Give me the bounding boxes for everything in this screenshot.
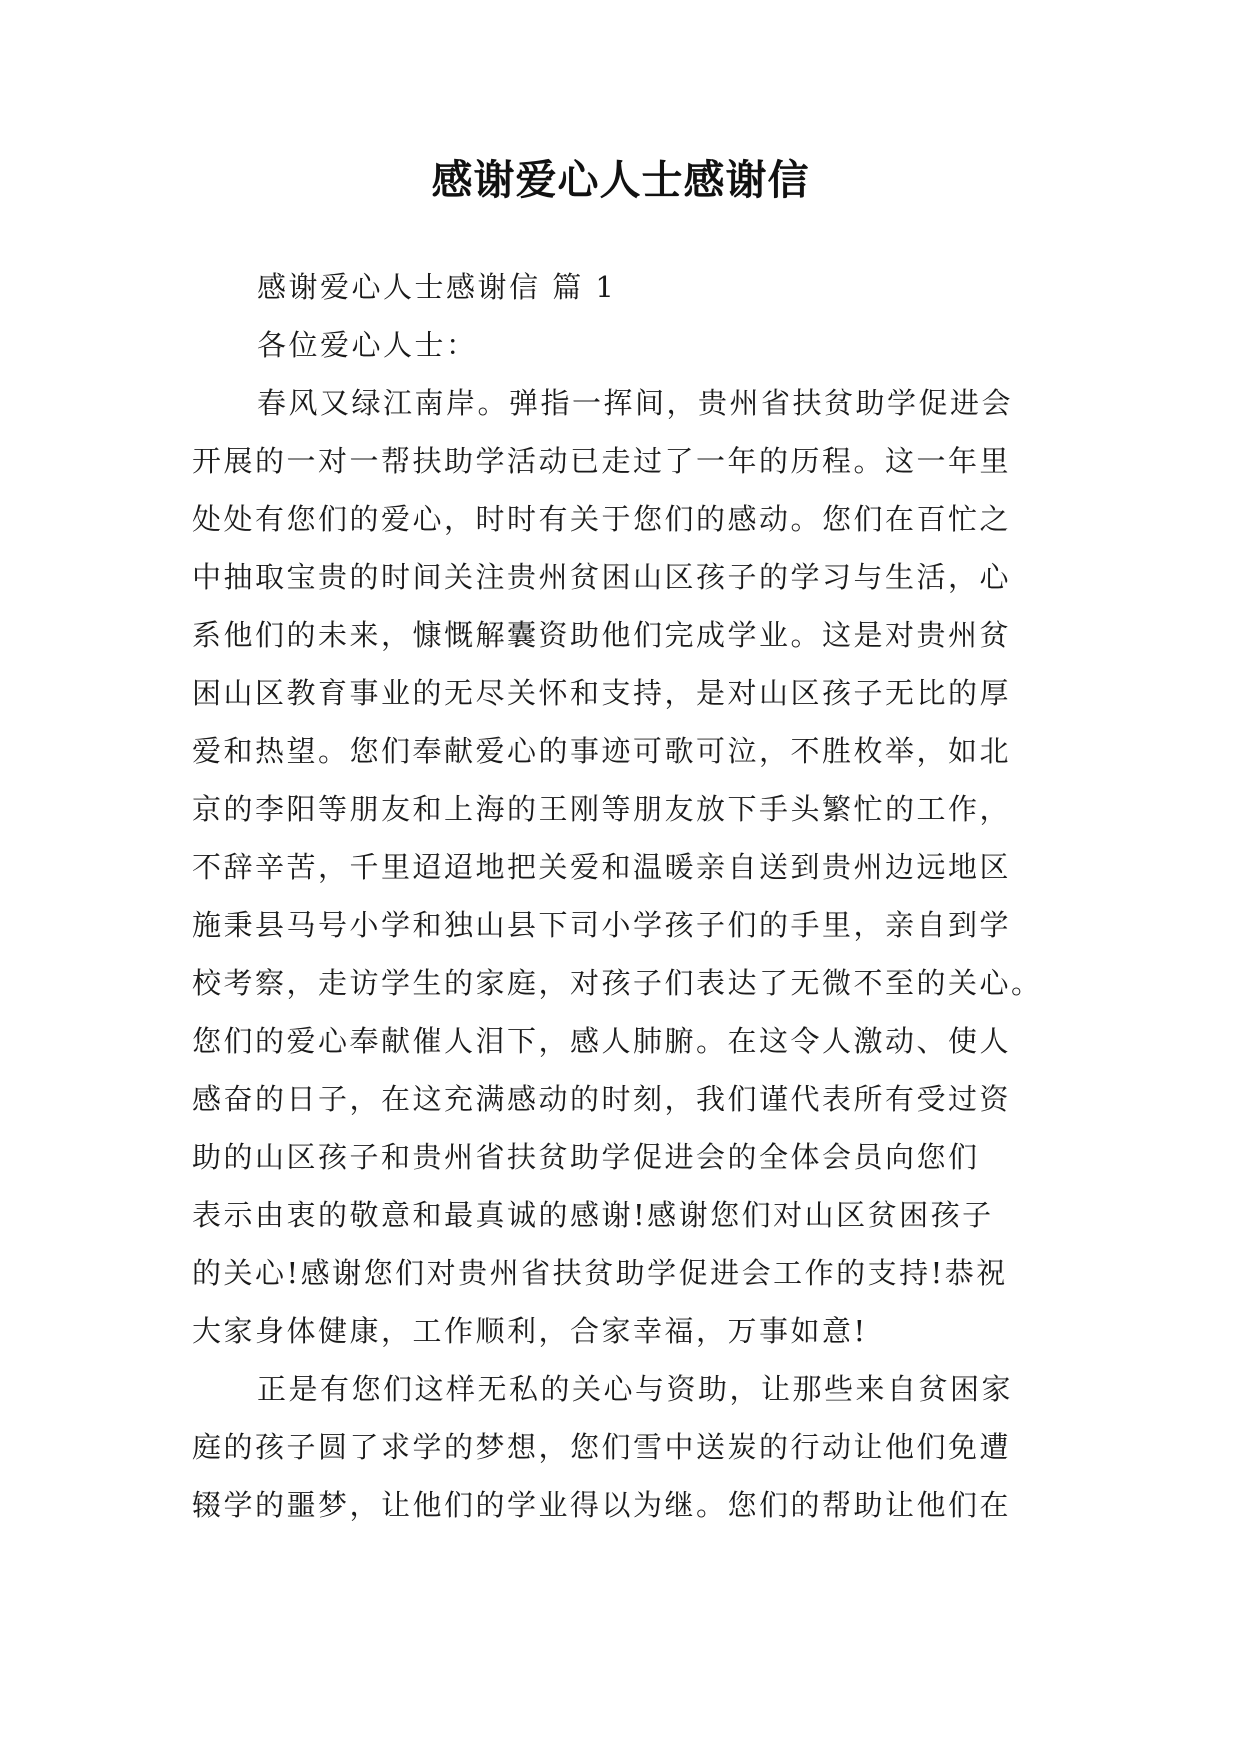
paragraph-line: 施秉县马号小学和独山县下司小学孩子们的手里，亲自到学 — [192, 908, 1012, 942]
paragraph-1 — [192, 374, 1053, 1360]
paragraph-line: 辍学的噩梦，让他们的学业得以为继。您们的帮助让他们在 — [192, 1488, 1012, 1522]
paragraph-2 — [192, 1360, 1053, 1534]
paragraph-line: 困山区教育事业的无尽关怀和支持，是对山区孩子无比的厚 — [192, 676, 1012, 710]
paragraph-line: 不辞辛苦，千里迢迢地把关爱和温暖亲自送到贵州边远地区 — [192, 850, 1012, 884]
paragraph-line: 校考察，走访学生的家庭，对孩子们表达了无微不至的关心。 — [192, 966, 1043, 1000]
section-heading: 感谢爱心人士感谢信 篇 1 — [257, 270, 617, 304]
paragraph-line: 中抽取宝贵的时间关注贵州贫困山区孩子的学习与生活，心 — [192, 560, 1012, 594]
paragraph-line: 助的山区孩子和贵州省扶贫助学促进会的全体会员向您们 — [192, 1140, 980, 1174]
paragraph-line: 的关心!感谢您们对贵州省扶贫助学促进会工作的支持!恭祝 — [192, 1256, 1008, 1290]
paragraph-line: 系他们的未来，慷慨解囊资助他们完成学业。这是对贵州贫 — [192, 618, 1012, 652]
paragraph-line: 庭的孩子圆了求学的梦想，您们雪中送炭的行动让他们免遭 — [192, 1430, 1012, 1464]
paragraph-line: 表示由衷的敬意和最真诚的感谢!感谢您们对山区贫困孩子 — [192, 1198, 994, 1232]
paragraph-line: 爱和热望。您们奉献爱心的事迹可歌可泣，不胜枚举，如北 — [192, 734, 1012, 768]
document-body — [192, 258, 1053, 1534]
paragraph-line: 正是有您们这样无私的关心与资助，让那些来自贫困家 — [257, 1372, 1014, 1406]
paragraph-line: 京的李阳等朋友和上海的王刚等朋友放下手头繁忙的工作， — [192, 792, 1012, 826]
salutation: 各位爱心人士： — [257, 328, 478, 362]
document-title: 感谢爱心人士感谢信 — [431, 156, 810, 204]
paragraph-line: 开展的一对一帮扶助学活动已走过了一年的历程。这一年里 — [192, 444, 1012, 478]
paragraph-line: 您们的爱心奉献催人泪下，感人肺腑。在这令人激动、使人 — [192, 1024, 1012, 1058]
paragraph-line: 大家身体健康，工作顺利，合家幸福，万事如意! — [192, 1314, 868, 1348]
paragraph-line: 处处有您们的爱心，时时有关于您们的感动。您们在百忙之 — [192, 502, 1012, 536]
paragraph-line: 感奋的日子，在这充满感动的时刻，我们谨代表所有受过资 — [192, 1082, 1012, 1116]
paragraph-line: 春风又绿江南岸。弹指一挥间，贵州省扶贫助学促进会 — [257, 386, 1014, 420]
